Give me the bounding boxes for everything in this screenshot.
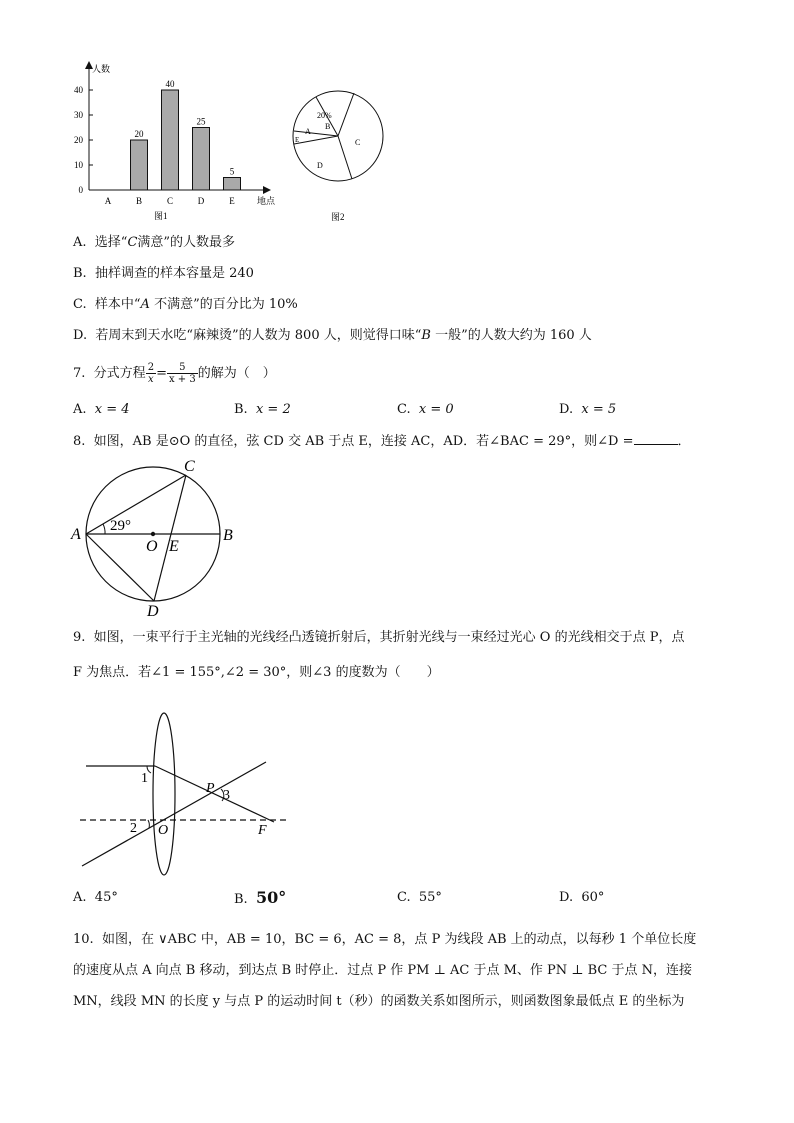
pie-divider-2 — [338, 93, 354, 136]
angle-2-arc — [148, 820, 149, 828]
center-o-dot — [151, 532, 155, 536]
q7-option-c[interactable]: C. x = 0 — [397, 402, 454, 417]
bar-chart-figure1 — [60, 55, 290, 230]
y-tick-label-0: 0 — [78, 185, 83, 195]
q7-stem: 7. 分式方程 $\frac{2}{x}$ = $\frac{5}{x + 3}$ 的解为（ ） — [73, 362, 276, 385]
bar-value-label-e: 5 — [229, 166, 235, 177]
x-tick-label-e: E — [229, 196, 235, 206]
pie-label-b: B — [325, 122, 331, 131]
bar-e — [224, 178, 241, 191]
q6-option-a[interactable]: A. 选择“C满意”的人数最多 — [73, 235, 236, 250]
label-c: C — [184, 458, 195, 475]
q10-stem-line1: 10. 如图，在 ∨ABC 中，AB = 10，BC = 6，AC = 8，点 P 为线段 AB 上的动点，以每秒 1 个单位长度 — [73, 932, 697, 947]
x-axis-arrow — [263, 186, 271, 194]
q7-option-a[interactable]: A. x = 4 — [73, 402, 130, 417]
q10-stem-line2: 的速度从点 A 向点 B 移动，到达点 B 时停止．过点 P 作 PM ⊥ AC 于点 M、作 PN ⊥ BC 于点 N，连接 — [73, 963, 693, 978]
chord-ac — [86, 475, 186, 534]
bar-c — [162, 90, 179, 190]
y-axis-label: 人数 — [92, 64, 111, 74]
pie-label-20pct: 20% — [317, 111, 332, 120]
figure2-caption: 图2 — [331, 212, 345, 222]
q9-option-c[interactable]: C. 55° — [397, 890, 442, 905]
q7-fraction-left: $\frac{2}{x}$ — [147, 362, 155, 385]
label-f: F — [258, 823, 267, 838]
y-tick-label-30: 30 — [74, 110, 83, 120]
y-tick-label-40: 40 — [74, 85, 83, 95]
pie-divider-4 — [294, 136, 338, 144]
label-b: B — [223, 527, 233, 544]
pie-label-e: E — [295, 136, 300, 144]
label-a: A — [71, 526, 81, 543]
angle-arc — [103, 524, 105, 534]
x-tick-label-a: A — [104, 196, 112, 206]
q8-stem: 8. 如图，AB 是⊙O 的直径，弦 CD 交 AB 于点 E，连接 AC，AD．若∠BAC = 29°，则∠D = ． — [73, 434, 691, 449]
label-p: P — [206, 781, 215, 796]
x-tick-label-d: D — [197, 196, 205, 206]
pie-label-a: A — [305, 127, 311, 136]
x-tick-label-b: B — [135, 196, 143, 206]
q7-option-b[interactable]: B. x = 2 — [234, 402, 291, 417]
q6-option-b[interactable]: B. 抽样调查的样本容量是 240 — [73, 266, 254, 281]
y-tick-label-10: 10 — [74, 160, 83, 170]
q10-stem-line3: MN，线段 MN 的长度 y 与点 P 的运动时间 t（秒）的函数关系如图所示，则函数图象最低点 E 的坐标为 — [73, 994, 685, 1009]
convex-lens — [153, 713, 175, 875]
label-angle-3: 3 — [223, 788, 230, 803]
label-o: O — [146, 538, 158, 555]
q6-option-d[interactable]: D. 若周末到天水吃“麻辣烫”的人数为 800 人，则觉得口味“B 一般”的人数大约为 160 人 — [73, 328, 592, 343]
q9-option-d[interactable]: D. 60° — [559, 890, 605, 905]
figure1-caption: 图1 — [154, 211, 168, 221]
q6-option-c[interactable]: C. 样本中“A 不满意”的百分比为 10% — [73, 297, 298, 312]
q8-circle-figure — [68, 455, 248, 620]
q9-option-a[interactable]: A. 45° — [73, 890, 118, 905]
pie-label-d: D — [317, 161, 323, 170]
bar-value-label-b: 20 — [134, 129, 144, 139]
y-tick-label-20: 20 — [74, 135, 83, 145]
bar-b — [131, 140, 148, 190]
q9-lens-figure — [78, 708, 300, 878]
q9-stem-line2: F 为焦点．若∠1 = 155°,∠2 = 30°，则∠3 的度数为（ ） — [73, 665, 440, 680]
q9-option-b[interactable]: B. 50° — [234, 888, 287, 907]
x-axis-label: 地点 — [257, 196, 276, 206]
q7-fraction-right: $\frac{5}{x + 3}$ — [168, 362, 196, 385]
label-e: E — [169, 538, 179, 555]
bar-d — [193, 128, 210, 191]
label-d: D — [147, 603, 159, 620]
label-angle-1: 1 — [141, 771, 148, 786]
label-o: O — [158, 823, 169, 838]
center-ray — [82, 762, 266, 866]
pie-chart-figure2 — [285, 90, 395, 230]
q8-answer-blank[interactable] — [634, 432, 678, 445]
q7-option-d[interactable]: D. x = 5 — [559, 402, 617, 417]
pie-divider-3 — [338, 136, 352, 179]
chord-ad — [86, 534, 154, 601]
bar-value-label-c: 40 — [165, 79, 175, 89]
pie-divider-5 — [294, 131, 338, 136]
label-angle-2: 2 — [130, 821, 137, 836]
q9-stem-line1: 9. 如图，一束平行于主光轴的光线经凸透镜折射后，其折射光线与一束经过光心 O 的光线相交于点 P，点 — [73, 630, 685, 645]
label-angle: 29° — [110, 518, 131, 534]
pie-label-c: C — [355, 138, 361, 147]
bar-value-label-d: 25 — [196, 116, 206, 127]
x-tick-label-c: C — [166, 196, 174, 206]
